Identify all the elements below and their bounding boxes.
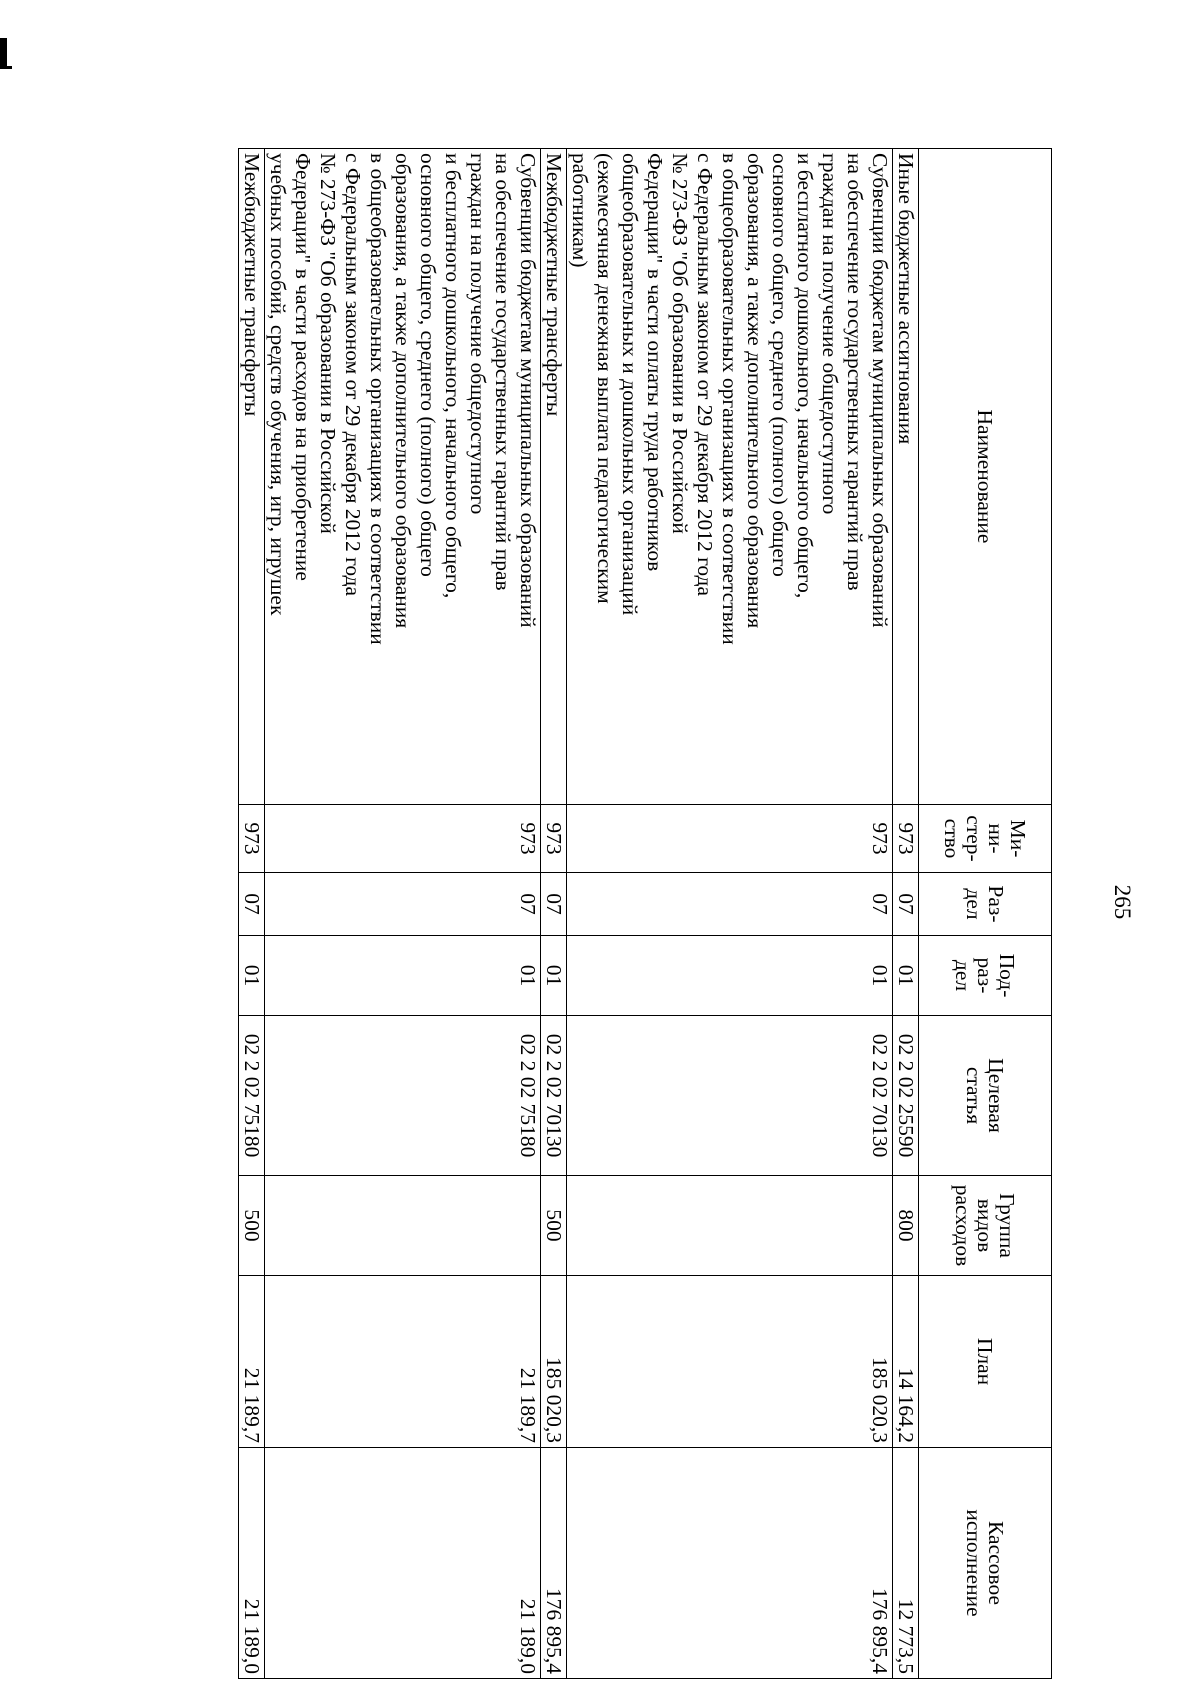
row-plan: 14 164,2 (893, 1276, 919, 1448)
row-subsection: 01 (567, 936, 893, 1016)
table-row (567, 149, 893, 1679)
header-row (919, 149, 1052, 1679)
budget-table (238, 148, 1052, 1679)
row-plan: 185 020,3 (541, 1276, 567, 1448)
row-plan: 21 189,7 (239, 1276, 265, 1448)
row-target: 02 2 02 70130 (567, 1016, 893, 1176)
row-name: Межбюджетные трансферты (541, 149, 567, 805)
row-section: 07 (265, 873, 541, 936)
row-plan: 21 189,7 (265, 1276, 541, 1448)
row-group: 500 (239, 1176, 265, 1276)
table-row (239, 149, 265, 1679)
row-ministry: 973 (567, 805, 893, 873)
table-row (541, 149, 567, 1679)
row-section: 07 (239, 873, 265, 936)
row-execution: 176 895,4 (567, 1448, 893, 1679)
row-target: 02 2 02 75180 (239, 1016, 265, 1176)
header-execution: Кассовое исполнение (919, 1448, 1052, 1679)
row-name: Иные бюджетные ассигнования (893, 149, 919, 805)
header-group: Группа видов расходов (919, 1176, 1052, 1276)
row-ministry: 973 (239, 805, 265, 873)
row-group: 800 (893, 1176, 919, 1276)
row-section: 07 (567, 873, 893, 936)
row-section: 07 (541, 873, 567, 936)
row-execution: 12 773,5 (893, 1448, 919, 1679)
header-ministry: Ми- ни- стер- ство (919, 805, 1052, 873)
row-section: 07 (893, 873, 919, 936)
row-ministry: 973 (893, 805, 919, 873)
row-ministry: 973 (541, 805, 567, 873)
row-target: 02 2 02 70130 (541, 1016, 567, 1176)
table-row (893, 149, 919, 1679)
header-subsection: Под- раз- дел (919, 936, 1052, 1016)
row-plan: 185 020,3 (567, 1276, 893, 1448)
page-number: 265 (1110, 884, 1135, 920)
header-plan: План (919, 1276, 1052, 1448)
scan-margin-tick (0, 66, 12, 69)
row-name: Субвенции бюджетам муниципальных образований на обеспечение государственных гарантий прав граждан на получение общедоступного и бесплатного дошкольного, начального общего, основного общего, среднего (полного) общего образования, а также дополнительного образования в общеобразовательных организациях в соответствии с Федеральным законом от 29 декабря 2012 года № 273-ФЗ "Об образовании в Российской Федерации" в части расходов на приобретение учебных пособий, средств обучения, игр, игрушек (265, 149, 541, 805)
row-group: 500 (541, 1176, 567, 1276)
rotated-page-content (112, 148, 1052, 1678)
header-target: Целевая статья (919, 1016, 1052, 1176)
row-name: Межбюджетные трансферты (239, 149, 265, 805)
header-name: Наименование (919, 149, 1052, 805)
row-subsection: 01 (265, 936, 541, 1016)
row-target: 02 2 02 75180 (265, 1016, 541, 1176)
row-execution: 21 189,0 (265, 1448, 541, 1679)
row-group (567, 1176, 893, 1276)
row-subsection: 01 (893, 936, 919, 1016)
row-subsection: 01 (239, 936, 265, 1016)
row-subsection: 01 (541, 936, 567, 1016)
row-name: Субвенции бюджетам муниципальных образований на обеспечение государственных гарантий прав граждан на получение общедоступного и бесплатного дошкольного, начального общего, основного общего, среднего (полного) общего образования, а также дополнительного образования в общеобразовательных организациях в соответствии с Федеральным законом от 29 декабря 2012 года № 273-ФЗ "Об образовании в Российской Федерации" в части оплаты труда работников общеобразовательных и дошкольных организаций (ежемесячная денежная выплата педагогическим работникам) (567, 149, 893, 805)
scan-margin-mark (0, 38, 7, 68)
row-execution: 176 895,4 (541, 1448, 567, 1679)
row-ministry: 973 (265, 805, 541, 873)
row-target: 02 2 02 25590 (893, 1016, 919, 1176)
row-execution: 21 189,0 (239, 1448, 265, 1679)
table-row (265, 149, 541, 1679)
row-group (265, 1176, 541, 1276)
header-section: Раз- дел (919, 873, 1052, 936)
